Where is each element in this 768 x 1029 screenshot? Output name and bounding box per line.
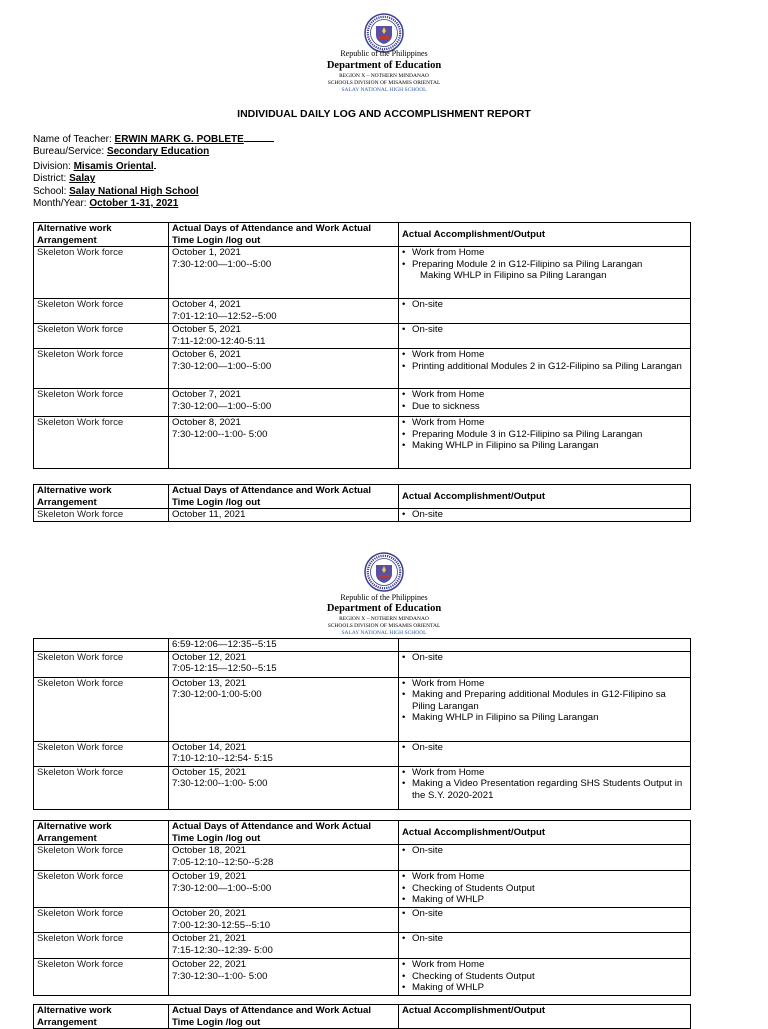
log-table-4 bbox=[33, 820, 691, 996]
output-cell bbox=[399, 908, 691, 933]
bureau-value: Secondary Education bbox=[106, 146, 210, 158]
arrangement-cell bbox=[34, 417, 169, 469]
col-attendance-header: Actual Days of Attendance and Work Actual Time Login /log out bbox=[169, 223, 399, 247]
output-item: • On-site bbox=[402, 742, 687, 754]
attendance-time: 7:05-12:15—12:50--5:15 bbox=[172, 663, 277, 675]
output-item: • Work from Home bbox=[402, 959, 687, 971]
output-item: • Work from Home bbox=[402, 678, 687, 690]
output-cell bbox=[399, 299, 691, 324]
log-table-5 bbox=[33, 1004, 691, 1029]
attendance-cell bbox=[169, 766, 399, 809]
attendance-time: 7:10-12:10--12:54- 5:15 bbox=[172, 753, 273, 765]
arrangement-text: Skeleton Work force bbox=[37, 417, 124, 429]
month-row bbox=[33, 198, 274, 210]
attendance-time: 7:30-12:00--1:00- 5:00 bbox=[172, 778, 268, 790]
output-cell bbox=[399, 324, 691, 349]
attendance-date: October 4, 2021 bbox=[172, 299, 241, 311]
attendance-cell bbox=[169, 959, 399, 996]
attendance-time: 7:30-12:00-1:00-5:00 bbox=[172, 689, 262, 701]
attendance-date: October 11, 2021 bbox=[172, 509, 246, 521]
attendance-cell bbox=[169, 651, 399, 677]
log-table-3 bbox=[33, 638, 691, 810]
output-cell bbox=[399, 509, 691, 522]
district-label: District: bbox=[33, 173, 67, 185]
output-item: • Making of WHLP bbox=[402, 894, 687, 906]
arrangement-cell bbox=[34, 677, 169, 741]
output-item: • Work from Home bbox=[402, 349, 687, 361]
arrangement-text: Skeleton Work force bbox=[37, 766, 124, 778]
output-list bbox=[402, 299, 687, 311]
arrangement-text: Skeleton Work force bbox=[37, 741, 124, 753]
arrangement-text: Skeleton Work force bbox=[37, 959, 124, 971]
output-item: • Making WHLP in Filipino sa Piling Larangan bbox=[402, 712, 687, 724]
output-item: • Due to sickness bbox=[402, 401, 687, 413]
output-cell bbox=[399, 417, 691, 469]
attendance-date: October 18, 2021 bbox=[172, 845, 247, 857]
arrangement-text: Skeleton Work force bbox=[37, 908, 124, 920]
attendance-time: 7:15-12:30--12:39- 5:00 bbox=[172, 944, 273, 956]
col-output-header: Actual Accomplishment/Output bbox=[399, 223, 691, 247]
arrangement-cell bbox=[34, 959, 169, 996]
output-item: • Checking of Students Output bbox=[402, 883, 687, 895]
col-arrangement-header: Alternative work Arrangement bbox=[34, 821, 169, 845]
attendance-date: October 5, 2021 bbox=[172, 324, 241, 336]
arrangement-cell bbox=[34, 247, 169, 299]
deped-seal-icon bbox=[364, 13, 404, 53]
table-row bbox=[34, 908, 691, 933]
output-item: • On-site bbox=[402, 908, 687, 920]
attendance-cell bbox=[169, 933, 399, 959]
table-row bbox=[34, 871, 691, 908]
division-label: Division: bbox=[33, 160, 71, 172]
output-cell bbox=[399, 741, 691, 766]
output-cell bbox=[399, 933, 691, 959]
arrangement-cell bbox=[34, 871, 169, 908]
output-item: • Making and Preparing additional Modules in G12-Filipino sa Piling Larangan bbox=[402, 689, 687, 712]
output-item: • Work from Home bbox=[402, 417, 687, 429]
arrangement-text: Skeleton Work force bbox=[37, 677, 124, 689]
attendance-time: 7:30-12:00—1:00--5:00 bbox=[172, 258, 272, 270]
attendance-cell bbox=[169, 845, 399, 871]
attendance-time: 7:30-12:00—1:00--5:00 bbox=[172, 400, 272, 412]
attendance-cell bbox=[169, 299, 399, 324]
arrangement-cell bbox=[34, 639, 169, 652]
header-division: SCHOOLS DIVISION OF MISAMIS ORIENTAL bbox=[327, 80, 441, 86]
school-label: School: bbox=[33, 185, 67, 197]
attendance-date: October 21, 2021 bbox=[172, 933, 247, 945]
attendance-cell bbox=[169, 908, 399, 933]
output-item: Making WHLP in Filipino sa Piling Larangan bbox=[420, 270, 607, 282]
division-row bbox=[33, 159, 274, 173]
output-item: • Making of WHLP bbox=[402, 982, 687, 994]
col-attendance-header: Actual Days of Attendance and Work Actual Time Login /log out bbox=[169, 485, 399, 509]
arrangement-cell bbox=[34, 908, 169, 933]
attendance-time: 7:30-12:30--1:00- 5:00 bbox=[172, 970, 268, 982]
header-region: REGION X – NOTHERN MINDANAO bbox=[339, 73, 429, 79]
arrangement-cell bbox=[34, 845, 169, 871]
attendance-date: October 12, 2021 bbox=[172, 651, 247, 663]
arrangement-text: Skeleton Work force bbox=[37, 299, 124, 311]
arrangement-cell bbox=[34, 299, 169, 324]
table-row bbox=[34, 389, 691, 417]
arrangement-text: Skeleton Work force bbox=[37, 389, 124, 401]
table-row bbox=[34, 299, 691, 324]
output-cell bbox=[399, 766, 691, 809]
output-item: • On-site bbox=[402, 324, 687, 336]
output-list bbox=[402, 871, 687, 906]
table-row bbox=[34, 651, 691, 677]
arrangement-text: Skeleton Work force bbox=[37, 871, 124, 883]
table-row bbox=[34, 845, 691, 871]
arrangement-text: Skeleton Work force bbox=[37, 845, 124, 857]
table-header-row bbox=[34, 485, 691, 509]
attendance-date: October 14, 2021 bbox=[172, 741, 247, 753]
month-label: Month/Year: bbox=[33, 198, 87, 210]
output-cell bbox=[399, 247, 691, 299]
table-row bbox=[34, 933, 691, 959]
output-item: • Making WHLP in Filipino sa Piling Larangan bbox=[402, 440, 687, 452]
attendance-date: October 15, 2021 bbox=[172, 766, 247, 778]
output-item: • Work from Home bbox=[402, 871, 687, 883]
teacher-label: Name of Teacher: bbox=[33, 134, 112, 145]
output-list bbox=[402, 349, 687, 372]
teacher-name: ERWIN MARK G. POBLETE bbox=[114, 134, 244, 145]
deped-seal-icon bbox=[364, 552, 404, 592]
log-table-2-body bbox=[34, 509, 691, 522]
col-attendance-header: Actual Days of Attendance and Work Actual Time Login /log out bbox=[169, 1005, 399, 1029]
arrangement-text: Skeleton Work force bbox=[37, 509, 124, 521]
header-division: SCHOOLS DIVISION OF MISAMIS ORIENTAL bbox=[327, 623, 441, 629]
arrangement-cell bbox=[34, 766, 169, 809]
attendance-date: October 1, 2021 bbox=[172, 247, 241, 259]
output-cell bbox=[399, 349, 691, 389]
output-list bbox=[402, 247, 687, 282]
attendance-cell bbox=[169, 247, 399, 299]
arrangement-cell bbox=[34, 509, 169, 522]
teacher-row bbox=[33, 132, 274, 146]
attendance-time: 7:30-12:00--1:00- 5:00 bbox=[172, 428, 268, 440]
underline-pad bbox=[244, 132, 274, 142]
school-row bbox=[33, 186, 274, 198]
table-row bbox=[34, 247, 691, 299]
attendance-time: 7:11-12:00-12:40-5:11 bbox=[172, 335, 266, 347]
teacher-info bbox=[33, 132, 274, 210]
log-table-1-body bbox=[34, 247, 691, 469]
output-cell bbox=[399, 389, 691, 417]
output-item: • Preparing Module 2 in G12-Filipino sa Piling Larangan bbox=[402, 259, 687, 271]
col-output-header: Actual Accomplishment/Output bbox=[399, 1005, 691, 1029]
log-table-3-body bbox=[34, 639, 691, 810]
header-region: REGION X – NOTHERN MINDANAO bbox=[339, 616, 429, 622]
arrangement-text: Skeleton Work force bbox=[37, 933, 124, 945]
attendance-time: 7:30-12:00—1:00--5:00 bbox=[172, 882, 272, 894]
bureau-label: Bureau/Service: bbox=[33, 146, 105, 158]
table-header-row bbox=[34, 821, 691, 845]
output-cell bbox=[399, 677, 691, 741]
header-school: SALAY NATIONAL HIGH SCHOOL bbox=[341, 87, 427, 93]
output-list bbox=[402, 908, 687, 920]
attendance-date: October 8, 2021 bbox=[172, 417, 241, 429]
log-table-2 bbox=[33, 484, 691, 522]
output-item: • Preparing Module 3 in G12-Filipino sa Piling Larangan bbox=[402, 429, 687, 441]
output-list bbox=[402, 389, 687, 412]
col-arrangement-header: Alternative work Arrangement bbox=[34, 485, 169, 509]
table-row bbox=[34, 417, 691, 469]
table-row bbox=[34, 324, 691, 349]
output-item: • Checking of Students Output bbox=[402, 971, 687, 983]
output-list bbox=[402, 959, 687, 994]
output-item: • On-site bbox=[402, 299, 687, 311]
output-item: • On-site bbox=[402, 509, 687, 521]
attendance-date: October 19, 2021 bbox=[172, 871, 247, 883]
attendance-date: October 6, 2021 bbox=[172, 349, 241, 361]
attendance-cell bbox=[169, 324, 399, 349]
output-list bbox=[402, 678, 687, 724]
output-cell bbox=[399, 871, 691, 908]
arrangement-cell bbox=[34, 324, 169, 349]
attendance-cell bbox=[169, 871, 399, 908]
col-arrangement-header: Alternative work Arrangement bbox=[34, 223, 169, 247]
output-list bbox=[402, 509, 687, 521]
arrangement-cell bbox=[34, 389, 169, 417]
output-list bbox=[402, 933, 687, 945]
col-attendance-header: Actual Days of Attendance and Work Actual Time Login /log out bbox=[169, 821, 399, 845]
district-row bbox=[33, 173, 274, 185]
output-list bbox=[402, 767, 687, 802]
output-item: • Printing additional Modules 2 in G12-Filipino sa Piling Larangan bbox=[402, 361, 687, 373]
output-list bbox=[402, 652, 687, 664]
output-list bbox=[402, 324, 687, 336]
output-cell bbox=[399, 639, 691, 652]
output-cell bbox=[399, 845, 691, 871]
report-title: INDIVIDUAL DAILY LOG AND ACCOMPLISHMENT REPORT bbox=[237, 108, 531, 120]
output-list bbox=[402, 845, 687, 857]
attendance-time: 7:30-12:00—1:00--5:00 bbox=[172, 360, 272, 372]
attendance-cell bbox=[169, 389, 399, 417]
output-item: • On-site bbox=[402, 652, 687, 664]
attendance-cell bbox=[169, 741, 399, 766]
arrangement-text: Skeleton Work force bbox=[37, 324, 124, 336]
underline-pad bbox=[154, 159, 156, 169]
attendance-time: 7:00-12:30-12:55--5:10 bbox=[172, 919, 271, 931]
arrangement-text: Skeleton Work force bbox=[37, 651, 124, 663]
arrangement-cell bbox=[34, 741, 169, 766]
table-row bbox=[34, 766, 691, 809]
output-item: • Making a Video Presentation regarding SHS Students Output in the S.Y. 2020-2021 bbox=[402, 778, 687, 801]
attendance-date: October 7, 2021 bbox=[172, 389, 241, 401]
attendance-date: October 22, 2021 bbox=[172, 959, 247, 971]
attendance-time: 7:01-12:10—12:52--5:00 bbox=[172, 310, 277, 322]
header-school: SALAY NATIONAL HIGH SCHOOL bbox=[341, 630, 427, 636]
month-value: October 1-31, 2021 bbox=[89, 198, 179, 210]
arrangement-cell bbox=[34, 349, 169, 389]
output-item: • Work from Home bbox=[402, 247, 687, 259]
table-header-row bbox=[34, 223, 691, 247]
division-value: Misamis Oriental bbox=[73, 160, 154, 172]
table-row bbox=[34, 677, 691, 741]
table-row bbox=[34, 959, 691, 996]
col-output-header: Actual Accomplishment/Output bbox=[399, 821, 691, 845]
arrangement-cell bbox=[34, 651, 169, 677]
school-value: Salay National High School bbox=[69, 185, 199, 197]
attendance-cell bbox=[169, 677, 399, 741]
col-output-header: Actual Accomplishment/Output bbox=[399, 485, 691, 509]
attendance-date: 6:59-12:06—12:35--5:15 bbox=[172, 639, 277, 650]
log-table-1 bbox=[33, 222, 691, 469]
arrangement-text: Skeleton Work force bbox=[37, 247, 124, 259]
output-cell bbox=[399, 651, 691, 677]
bureau-row bbox=[33, 146, 274, 158]
header-department: Department of Education bbox=[326, 60, 442, 71]
output-item: • Work from Home bbox=[402, 767, 687, 779]
arrangement-cell bbox=[34, 933, 169, 959]
output-list bbox=[402, 417, 687, 452]
log-table-4-body bbox=[34, 845, 691, 996]
table-row bbox=[34, 509, 691, 522]
header-department: Department of Education bbox=[326, 603, 442, 614]
table-row bbox=[34, 349, 691, 389]
attendance-cell bbox=[169, 639, 399, 652]
header-republic: Republic of the Philippines bbox=[340, 593, 428, 602]
output-item: • Work from Home bbox=[402, 389, 687, 401]
attendance-cell bbox=[169, 417, 399, 469]
col-arrangement-header: Alternative work Arrangement bbox=[34, 1005, 169, 1029]
arrangement-text: Skeleton Work force bbox=[37, 349, 124, 361]
table-row bbox=[34, 639, 691, 652]
attendance-cell bbox=[169, 509, 399, 522]
output-item: • On-site bbox=[402, 933, 687, 945]
district-value: Salay bbox=[69, 173, 96, 185]
output-item: • On-site bbox=[402, 845, 687, 857]
attendance-date: October 13, 2021 bbox=[172, 677, 247, 689]
table-row bbox=[34, 741, 691, 766]
output-cell bbox=[399, 959, 691, 996]
table-header-row bbox=[34, 1005, 691, 1029]
attendance-cell bbox=[169, 349, 399, 389]
attendance-date: October 20, 2021 bbox=[172, 908, 247, 920]
attendance-time: 7:05-12:10--12:50--5:28 bbox=[172, 856, 274, 868]
output-list bbox=[402, 742, 687, 754]
header-republic: Republic of the Philippines bbox=[340, 49, 428, 58]
